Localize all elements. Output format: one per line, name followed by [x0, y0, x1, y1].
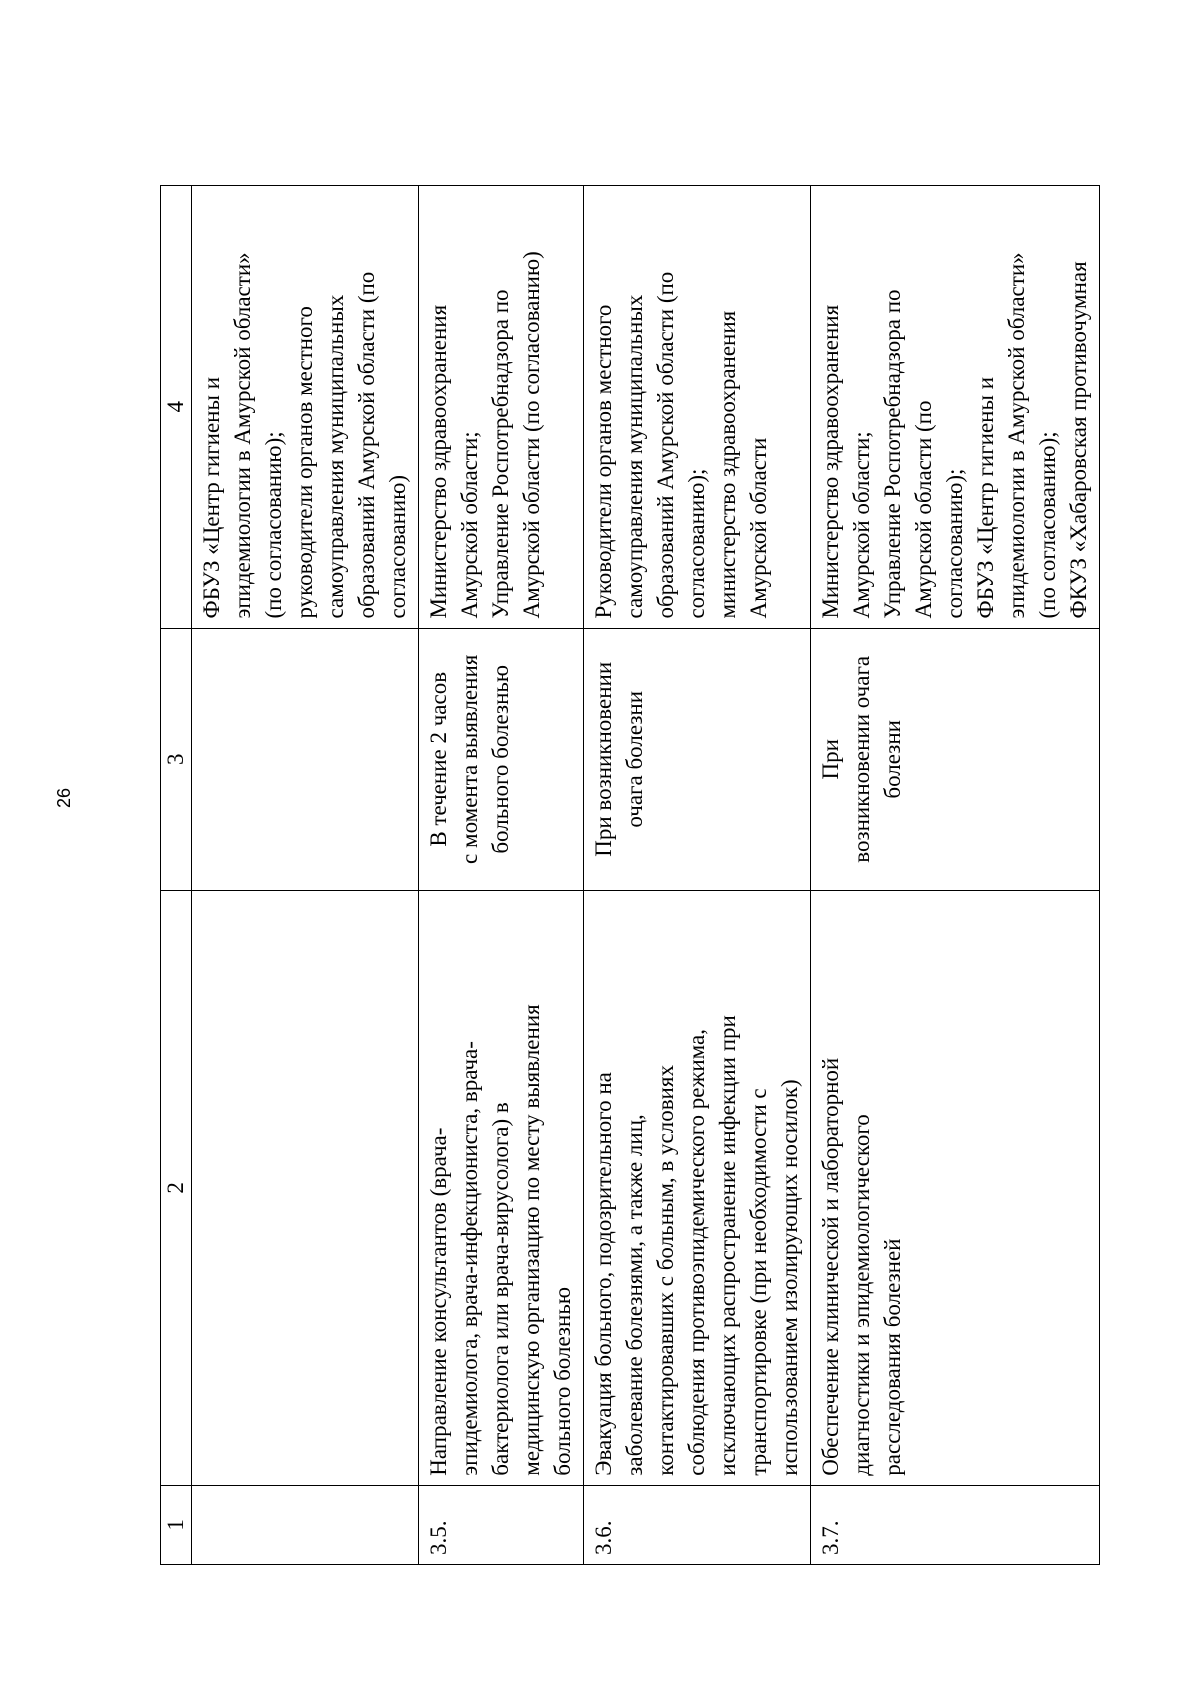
text-line: с момента выявления	[457, 654, 482, 864]
text-line: Амурской области (по согласованию)	[519, 251, 544, 619]
text-line: образований Амурской области (по	[653, 271, 678, 619]
text-line: Управление Роспотребнадзора по	[488, 289, 513, 619]
text-line: возникновении очага	[849, 655, 874, 863]
column-number-3: 3	[161, 628, 192, 891]
text-line: эпидемиологии в Амурской области»	[1004, 252, 1029, 619]
text-line: использованием изолирующих носилок)	[777, 1079, 802, 1476]
text-line: Направление консультантов (врача-	[426, 1127, 451, 1476]
action-cell	[584, 891, 811, 1486]
responsible-cell	[811, 186, 1100, 629]
text-line: соблюдения противоэпидемического режима,	[684, 1028, 709, 1476]
timing-cell	[584, 628, 811, 891]
text-line: эпидемиологии в Амурской области»	[230, 252, 255, 619]
text-line: контактировавших с больным, в условиях	[653, 1065, 678, 1476]
text-line: Управление Роспотребнадзора по	[880, 289, 905, 619]
text-line: При возникновении	[591, 661, 616, 857]
text-line: согласованию);	[942, 468, 967, 619]
text-line: больного болезнью	[488, 664, 513, 854]
text-line: (по согласованию);	[261, 431, 286, 619]
text-line: диагностики и эпидемиологического	[849, 1114, 874, 1476]
item-number-cell: 3.5.	[419, 1485, 584, 1564]
item-number-cell	[192, 1485, 419, 1564]
text-line: Эвакуация больного, подозрительного на	[591, 1072, 616, 1476]
column-number-1: 1	[161, 1485, 192, 1564]
table-row	[419, 186, 584, 1565]
action-cell	[811, 891, 1100, 1486]
text-line: исключающих распространение инфекции при	[715, 1015, 740, 1476]
text-line: эпидемиолога, врача-инфекциониста, врача-	[457, 1041, 482, 1476]
text-line: самоуправления муниципальных	[622, 294, 647, 619]
table-row	[811, 186, 1100, 1565]
text-line: Амурской области;	[849, 431, 874, 619]
text-line: ФКУЗ «Хабаровская противочумная	[1066, 261, 1091, 619]
text-line: министерство здравоохранения	[715, 310, 740, 619]
text-line: больного болезнью	[550, 1287, 575, 1476]
text-line: Министерство здравоохранения	[818, 304, 843, 619]
text-line: В течение 2 часов	[426, 671, 451, 847]
text-line: (по согласованию);	[1035, 431, 1060, 619]
table-header-row	[161, 186, 192, 1565]
text-line: болезни	[880, 720, 905, 799]
text-line: Амурской области (по	[911, 400, 936, 619]
text-line: Министерство здравоохранения	[426, 304, 451, 619]
timing-cell	[811, 628, 1100, 891]
item-number-cell: 3.7.	[811, 1485, 1100, 1564]
action-plan-table	[160, 185, 1100, 1565]
text-line: При	[818, 739, 843, 780]
column-number-2: 2	[161, 891, 192, 1486]
text-line: очага болезни	[622, 690, 647, 828]
responsible-cell	[419, 186, 584, 629]
responsible-cell	[584, 186, 811, 629]
item-number-cell: 3.6.	[584, 1485, 811, 1564]
text-line: Обеспечение клинической и лабораторной	[818, 1057, 843, 1476]
text-line: ФБУЗ «Центр гигиены и	[199, 377, 224, 619]
text-line: Руководители органов местного	[591, 304, 616, 619]
action-cell	[419, 891, 584, 1486]
rotated-sheet	[160, 185, 1140, 1565]
text-line: Амурской области;	[457, 431, 482, 619]
timing-cell	[192, 628, 419, 891]
text-line: самоуправления муниципальных	[323, 294, 348, 619]
text-line: ФБУЗ «Центр гигиены и	[973, 377, 998, 619]
action-cell	[192, 891, 419, 1486]
text-line: медицинскую организацию по месту выявления	[519, 1004, 544, 1476]
column-number-4: 4	[161, 186, 192, 629]
page-number: 26	[54, 787, 74, 809]
table-row	[584, 186, 811, 1565]
text-line: расследования болезней	[880, 1238, 905, 1476]
text-line: бактериолога или врача-вирусолога) в	[488, 1102, 513, 1476]
text-line: Амурской области	[746, 437, 771, 619]
responsible-cell	[192, 186, 419, 629]
timing-cell	[419, 628, 584, 891]
text-line: транспортировке (при необходимости с	[746, 1088, 771, 1476]
text-line: согласованию);	[684, 468, 709, 619]
text-line: заболевание болезнями, а также лиц,	[622, 1114, 647, 1476]
text-line: согласованию)	[385, 474, 410, 619]
text-line: руководители органов местного	[292, 306, 317, 619]
table-row	[192, 186, 419, 1565]
text-line: образований Амурской области (по	[354, 271, 379, 619]
